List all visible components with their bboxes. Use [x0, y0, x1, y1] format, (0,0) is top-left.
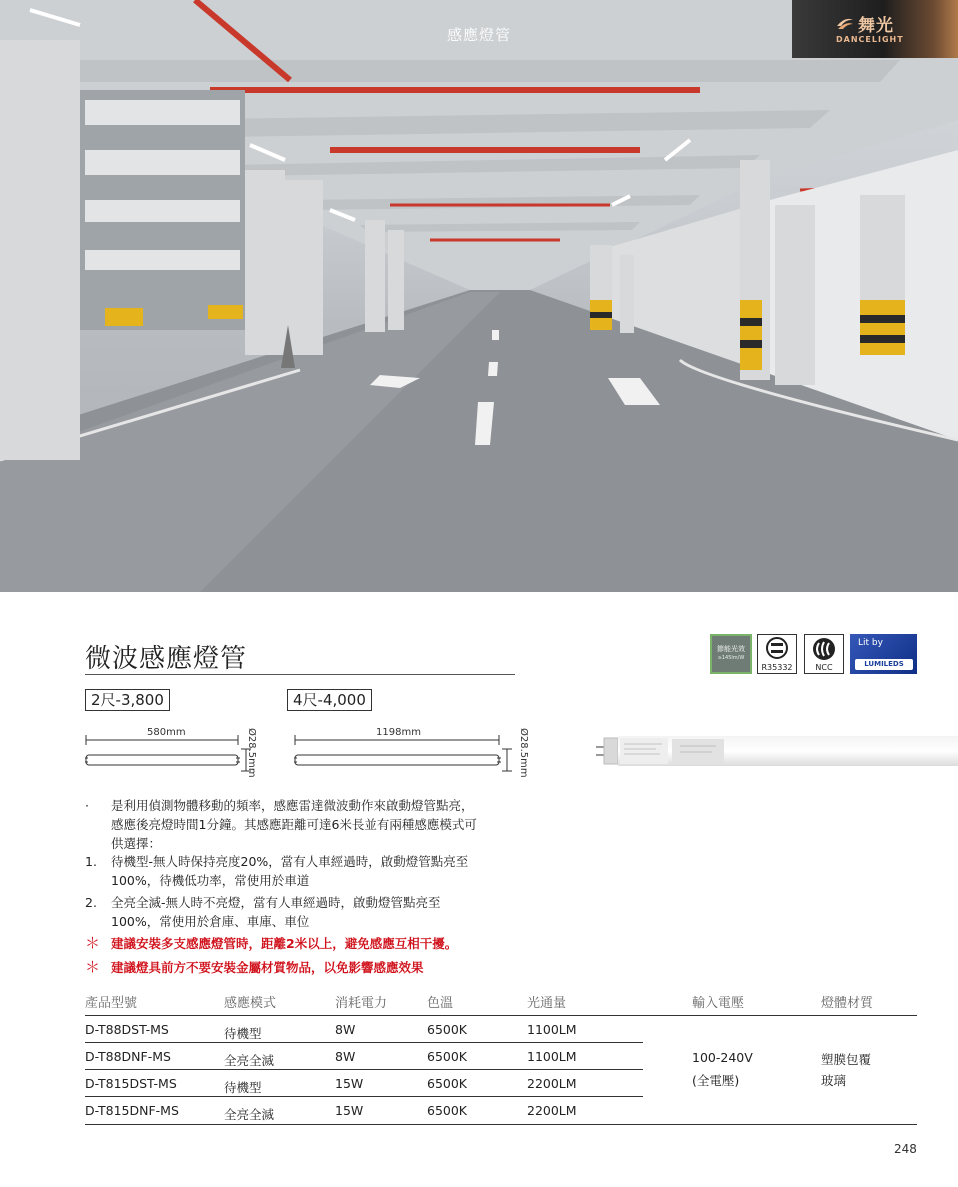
warning-2 — [85, 958, 525, 978]
parking-garage-illustration — [0, 0, 958, 592]
row-3-flux: 2200LM — [527, 1076, 577, 1091]
row-3-cct: 6500K — [427, 1076, 468, 1091]
item-2-number: 2. — [85, 895, 97, 910]
row-3-power: 15W — [335, 1076, 364, 1091]
row-1-mode: 待機型 — [224, 1026, 262, 1041]
ncc-mark-icon — [805, 635, 843, 663]
row-rule — [85, 1042, 643, 1043]
warning-1-text: 建議安裝多支感應燈管時，距離2米以上，避免感應互相干擾。 — [111, 936, 458, 951]
header-model: 產品型號 — [85, 996, 138, 1011]
row-1-power: 8W — [335, 1022, 356, 1037]
bullet-mark: · — [85, 798, 89, 813]
header-flux: 光通量 — [527, 996, 567, 1011]
description-intro — [85, 796, 525, 853]
row-2-cct: 6500K — [427, 1049, 468, 1064]
bsmi-certification-badge — [757, 634, 797, 674]
intro-line-2: 感應後亮燈時間1分鐘。其感應距離可達6米長並有兩種感應模式可 — [111, 817, 477, 832]
led-tube-product-image — [596, 726, 958, 776]
four-foot-dimension-diagram — [294, 727, 519, 777]
warning-1-mark: ＊ — [85, 934, 101, 952]
hero-title: 感應燈管 — [446, 26, 511, 44]
product-title: 微波感應燈管 — [85, 644, 248, 674]
brand-name-en: DANCELIGHT — [836, 35, 904, 44]
row-2-power: 8W — [335, 1049, 356, 1064]
header-voltage: 輸入電壓 — [692, 996, 745, 1011]
warning-2-text: 建議燈具前方不要安裝金屬材質物品，以免影響感應效果 — [111, 960, 424, 975]
lumileds-brand: LUMILEDS — [855, 659, 913, 670]
voltage-line-1: 100-240V — [692, 1050, 753, 1065]
efficiency-badge-value: ≥145lm/W — [717, 655, 745, 661]
ncc-code: NCC — [815, 663, 833, 672]
description-item-1 — [85, 852, 525, 890]
efficiency-badge-title: 節能光效 — [717, 645, 745, 653]
lumileds-lit-by: Lit by — [858, 638, 883, 648]
row-2-model: D-T88DNF-MS — [85, 1049, 171, 1064]
header-material: 燈體材質 — [821, 996, 874, 1011]
lumileds-badge — [850, 634, 917, 674]
bsmi-mark-icon — [758, 635, 796, 661]
header-sensing-mode: 感應模式 — [224, 996, 277, 1011]
item-1-number: 1. — [85, 854, 97, 869]
row-rule — [85, 1096, 643, 1097]
page-number: 248 — [894, 1142, 917, 1156]
price-two-foot: 2尺-3,800 — [85, 689, 170, 711]
title-divider — [85, 674, 515, 675]
header-power: 消耗電力 — [335, 996, 388, 1011]
warning-2-mark: ＊ — [85, 958, 101, 976]
row-4-power: 15W — [335, 1103, 364, 1118]
row-1-model: D-T88DST-MS — [85, 1022, 169, 1037]
two-foot-length-label: 580mm — [147, 727, 186, 738]
description-item-2 — [85, 893, 525, 931]
row-1-flux: 1100LM — [527, 1022, 577, 1037]
intro-line-3: 供選擇： — [111, 836, 162, 851]
two-foot-dimension-diagram — [85, 727, 265, 777]
item-2-line-2: 100%，常使用於倉庫、車庫、車位 — [111, 914, 310, 929]
brand-name-cn: 舞光 — [858, 16, 894, 36]
row-4-cct: 6500K — [427, 1103, 468, 1118]
item-2-line-1: 全亮全滅-無人時不亮燈，當有人車經過時，啟動燈管點亮至 — [111, 895, 441, 910]
row-4-flux: 2200LM — [527, 1103, 577, 1118]
warning-1 — [85, 934, 525, 954]
four-foot-diameter-label: Ø28.5mm — [518, 728, 529, 778]
header-cct: 色溫 — [427, 996, 454, 1011]
row-4-model: D-T815DNF-MS — [85, 1103, 179, 1118]
four-foot-length-label: 1198mm — [376, 727, 421, 738]
row-1-cct: 6500K — [427, 1022, 468, 1037]
ncc-certification-badge — [804, 634, 844, 674]
row-4-mode: 全亮全滅 — [224, 1107, 275, 1122]
intro-line-1: 是利用偵測物體移動的頻率，感應雷達微波動作來啟動燈管點亮， — [111, 798, 474, 813]
table-header-rule — [85, 1015, 917, 1016]
brand-logo — [792, 0, 958, 58]
row-2-mode: 全亮全滅 — [224, 1053, 275, 1068]
price-four-foot: 4尺-4,000 — [287, 689, 372, 711]
row-2-flux: 1100LM — [527, 1049, 577, 1064]
material-line-2: 玻璃 — [821, 1073, 847, 1088]
item-1-line-2: 100%，待機低功率，常使用於車道 — [111, 873, 310, 888]
voltage-line-2: (全電壓) — [692, 1073, 740, 1088]
hero-photo — [0, 0, 958, 592]
dancelight-flame-icon — [836, 14, 854, 30]
efficiency-badge — [710, 634, 752, 674]
bsmi-code: R35332 — [761, 663, 793, 672]
row-3-mode: 待機型 — [224, 1080, 262, 1095]
row-rule — [85, 1069, 643, 1070]
table-bottom-rule — [85, 1124, 917, 1125]
two-foot-diameter-label: Ø28.5mm — [246, 728, 257, 778]
material-line-1: 塑膜包覆 — [821, 1052, 872, 1067]
item-1-line-1: 待機型-無人時保持亮度20%，當有人車經過時，啟動燈管點亮至 — [111, 854, 469, 869]
row-3-model: D-T815DST-MS — [85, 1076, 177, 1091]
